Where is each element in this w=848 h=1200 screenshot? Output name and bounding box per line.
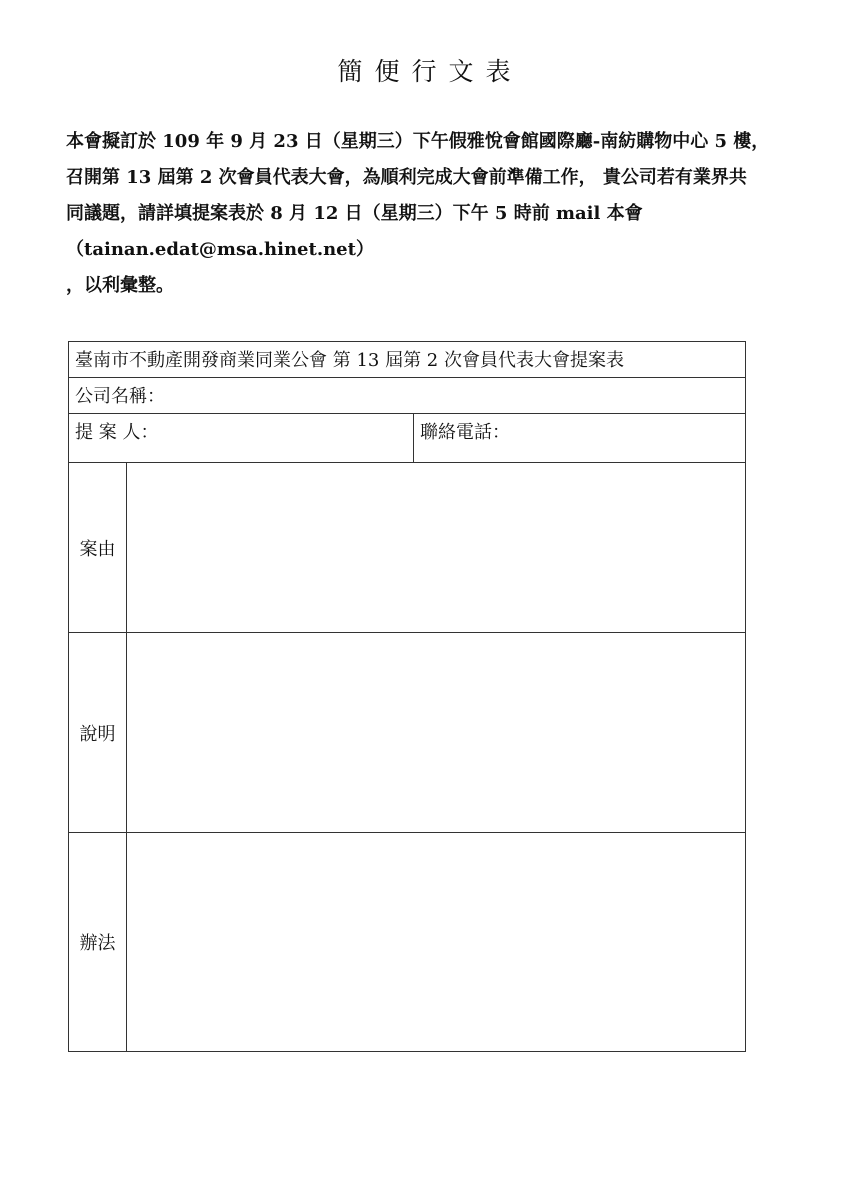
intro-line: 本會擬訂於 109 年 9 月 23 日（星期三）下午假雅悅會館國際廳-南紡購物中心 5 樓，: [66, 131, 770, 152]
reason-label: 案由: [69, 463, 127, 632]
intro-line: 召開第 13 屆第 2 次會員代表大會，為順利完成大會前準備工作， 貴公司若有業界共: [66, 167, 747, 188]
explanation-row: [69, 633, 745, 833]
proposal-form: [68, 341, 746, 1052]
reason-row: [69, 463, 745, 633]
intro-line: ，以利彙整。: [66, 275, 174, 296]
proposer-row: [69, 414, 745, 463]
phone-field[interactable]: 聯絡電話：: [420, 422, 510, 443]
form-header-row: [69, 342, 745, 378]
method-row: [69, 833, 745, 1051]
proposer-field[interactable]: 提 案 人：: [69, 414, 414, 462]
company-row: [69, 378, 745, 414]
explanation-field[interactable]: [127, 633, 745, 832]
form-header: 臺南市不動產開發商業同業公會 第 13 屆第 2 次會員代表大會提案表: [75, 350, 624, 371]
intro-line: （tainan.edat@msa.hinet.net）: [66, 239, 374, 260]
intro-paragraph: [66, 124, 806, 304]
company-name-field[interactable]: 公司名稱：: [75, 386, 165, 407]
intro-line: 同議題，請詳填提案表於 8 月 12 日（星期三）下午 5 時前 mail 本會: [66, 203, 643, 224]
explanation-label: 說明: [69, 633, 127, 832]
page-title: 簡便行文表: [337, 57, 523, 86]
method-label: 辦法: [69, 833, 127, 1051]
reason-field[interactable]: [127, 463, 745, 632]
method-field[interactable]: [127, 833, 745, 1051]
